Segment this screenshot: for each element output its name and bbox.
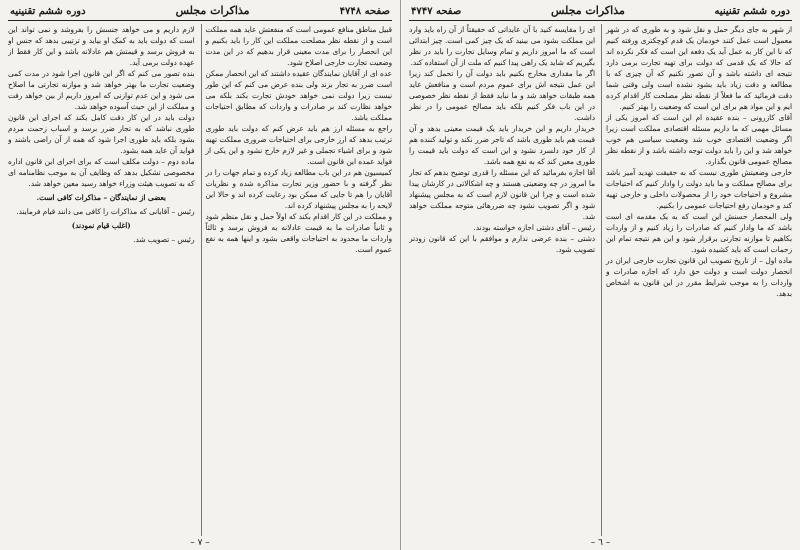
column-2 [8, 24, 195, 536]
column-1 [601, 24, 792, 536]
paragraph: رئیس – تصویب شد. [133, 235, 195, 244]
paragraph: رئیس – آقای دشتی اجازه خواسته بودند. [473, 223, 595, 232]
paragraph: عده ای از آقایان نمایندگان عقیده داشتند که این انحصار ممکن است ضرر به تجار بزند ولی بنده عرض می کنم که این طور نیست زیرا دولت نمی خواهد خودش تجارت بکند بلکه می خواهد نظارت کند بر صادرات و واردات که مطابق احتیاجات مملکت باشد. [205, 69, 392, 122]
paragraph: آقا اجازه بفرمائید که این مسئله را قدری توضیح بدهم که تجار ما امروز در چه وضعیتی هستند و چه اشکالاتی در کارشان پیدا شده است و چرا این قانون لازم است که به مجلس پیشنهاد شود و اگر تصویب نشود چه ضررهائی متوجه مملکت خواهد شد. [409, 168, 595, 221]
column-1 [201, 24, 393, 536]
paragraph: ماده دوم – دولت مکلف است که برای اجرای این قانون اداره مخصوصی تشکیل بدهد که وظایف آن به موجب نظامنامه ای که به تصویب هیئت وزراء خواهد رسید معین خواهد شد. [8, 157, 195, 188]
stage-direction: (اغلب قیام نمودند) [71, 221, 131, 230]
session-label: دوره ششم تقنینیه [714, 6, 790, 17]
paragraph: قبیل مناطق منافع عمومی است که منفعتش عاید همه مملکت است و از نقطه نظر مصلحت مملکت این کار را باید بکنیم و این انحصار را برای مدت معینی قرار بدهیم که در این مدت وضعیت تجارت خارجی اصلاح شود. [205, 25, 392, 67]
page-right [400, 0, 800, 550]
paragraph: اگر ما مقداری مخارج بکنیم باید دولت آن را تحمل کند زیرا این عمل نتیجه اش برای عموم مردم است و منافعش عاید همه طبقات خواهد شد و ما نباید فقط از نقطه نظر خصوصی در این باب فکر کنیم بلکه باید مصالح عمومی را در نظر داشت. [409, 69, 595, 122]
paragraph: دولت باید در این کار دقت کامل بکند که اجرای این قانون طوری نباشد که به تجار ضرر برسد و اسباب زحمت مردم بشود بلکه باید طوری اجرا شود که همه از آن راضی باشند و فواید آن عاید همه بشود. [8, 113, 195, 155]
speaker-line: بعضی از نمایندگان – مذاکرات کافی است. [36, 193, 166, 202]
text-columns [409, 24, 792, 536]
session-label: دوره ششم تقنینیه [10, 6, 86, 17]
journal-title: مذاکرات مجلس [550, 4, 625, 17]
paragraph: دشتی – بنده عرضی ندارم و موافقم با این که قانون زودتر تصویب شود. [409, 234, 595, 254]
folio-number: – ٧ – [190, 538, 210, 548]
paragraph: ولی المحصار حسنش این است که به یک مقدمه ای است باشد که ما وادار کنیم که صادرات را زیاد کنیم و از واردات بکاهیم تا موازنه تجارتی برقرار شود و این هم نتیجه تمام این زحمات است که باید کشیده شود. [606, 212, 792, 254]
paragraph: خارجی وضعیتش طوری نیست که به حقیقت تهدید آمیز باشد برای مصالح مملکت و ما باید دولت را وادار کنیم که احتیاجات مشروع و احتیاجات خود را از محصولات داخلی و خارجی تهیه کند و خودمان رفع احتیاجات عمومی را بکنیم. [606, 168, 792, 210]
page-header [8, 4, 392, 21]
paragraph: بنده تصور می کنم که اگر این قانون اجرا شود در مدت کمی وضعیت تجارت ما بهتر خواهد شد و موازنه تجارتی ما اصلاح می شود و این عدم توازنی که امروز داریم از بین خواهد رفت و مملکت از این حیث آسوده خواهد شد. [8, 69, 195, 111]
column-2 [409, 24, 595, 536]
page-number: صفحه ۴۷۴۸ [339, 6, 390, 17]
paragraph: و مملکت در این کار اقدام بکند که اولاً حمل و نقل منظم شود و ثانیاً صادرات ما به قیمت عادلانه به فروش برسد و ثالثاً واردات ما محدود به احتیاجات واقعی بشود و اینها همه به نفع عموم است. [205, 212, 392, 254]
paragraph: کمیسیون هم در این باب مطالعه زیاد کرده و تمام جهات را در نظر گرفته و با حضور وزیر تجارت مذاکره شده و نظریات آقایان را هم تا جایی که ممکن بود رعایت کرده اند و حالا این لایحه را به مجلس پیشنهاد کرده اند. [205, 168, 392, 210]
paragraph: خریدار داریم و این خریدار باید یک قیمت معینی بدهد و آن قیمت هم باید طوری باشد که تاجر ضرر نکند و تولید کننده هم از کار خود دلسرد نشود و این است که دولت باید قیمت را طوری معین کند که به نفع همه باشد. [409, 124, 595, 166]
paragraph: از شهر به جای دیگر حمل و نقل شود و به طوری که در شهر معمول است عمل کنند خودمان یک قدم کوچکتری ورفته کنیم که نا این کار به عمل آید یک دفعه این است که فکر نکرده اند که حالا که یک قدمی که دولت برای تهیه تجارت برمی دارد نتیجه ای داشته باشد و آن تصور نکنیم که آن چیزی که با مطالعه و دقت زیاد باید بشود نشده است ولی وقتی شما دقت فرمائید که ما فعلاً از نقطه نظر مصلحت کار اقدام کرده ایم و این مواد هم برای این است که وضعیت را بهتر کنیم. [606, 25, 792, 111]
paragraph: رئیس – آقایانی که مذاکرات را کافی می دانند قیام فرمایند. [16, 207, 195, 216]
paragraph: ای را مقایسه کنید با آن عایداتی که حقیقتاً از آن راه باید وارد این مملکت بشود می بینید که یک چیز کمی است. چیز ابتدائی است که ما امروز داریم و تمام وسایل تجارت را باید در نظر بگیریم که شاید یک راهی پیدا کنیم که ملت از آن استفاده کند. [409, 25, 595, 67]
paragraph: آقای کازرونی – بنده عقیده ام این است که امروز یکی از مسائل مهمی که ما داریم مسئله اقتصادی مملکت است زیرا اگر وضعیت اقتصادی خوب شد وضعیت سیاسی هم خوب خواهد شد و این را باید دولت توجه داشته باشد و از نقطه نظر مصالح عمومی قانون بگذارد. [606, 113, 792, 166]
folio-number: – ٦ – [590, 538, 611, 548]
text-columns [8, 24, 392, 536]
paragraph: ماده اول – از تاریخ تصویب این قانون تجارت خارجی ایران در انحصار دولت است و دولت حق دارد که اجازه صادرات و واردات را به موجب شرایط مقرر در این قانون به اشخاص بدهد. [606, 256, 792, 298]
journal-title: مذاکرات مجلس [175, 4, 250, 17]
paragraph: راجع به مسئله ارز هم باید عرض کنم که دولت باید طوری ترتیب بدهد که ارز خارجی برای احتیاجات ضروری مملکت تهیه شود و برای اشیاء تجملی و غیر لازم خارج نشود و این یکی از فواید عمده این قانون است. [205, 124, 392, 166]
page-header [409, 4, 792, 21]
paragraph: لازم داریم و می خواهد جنسش را بفروشد و نمی تواند این است که دولت باید به کمک او بیاید و ترتیبی بدهد که جنس او به فروش برسد و قیمتش هم عادلانه باشد و این کار فقط از عهده دولت برمی آید. [8, 25, 195, 67]
page-number: صفحه ۴۷۴۷ [411, 6, 462, 17]
